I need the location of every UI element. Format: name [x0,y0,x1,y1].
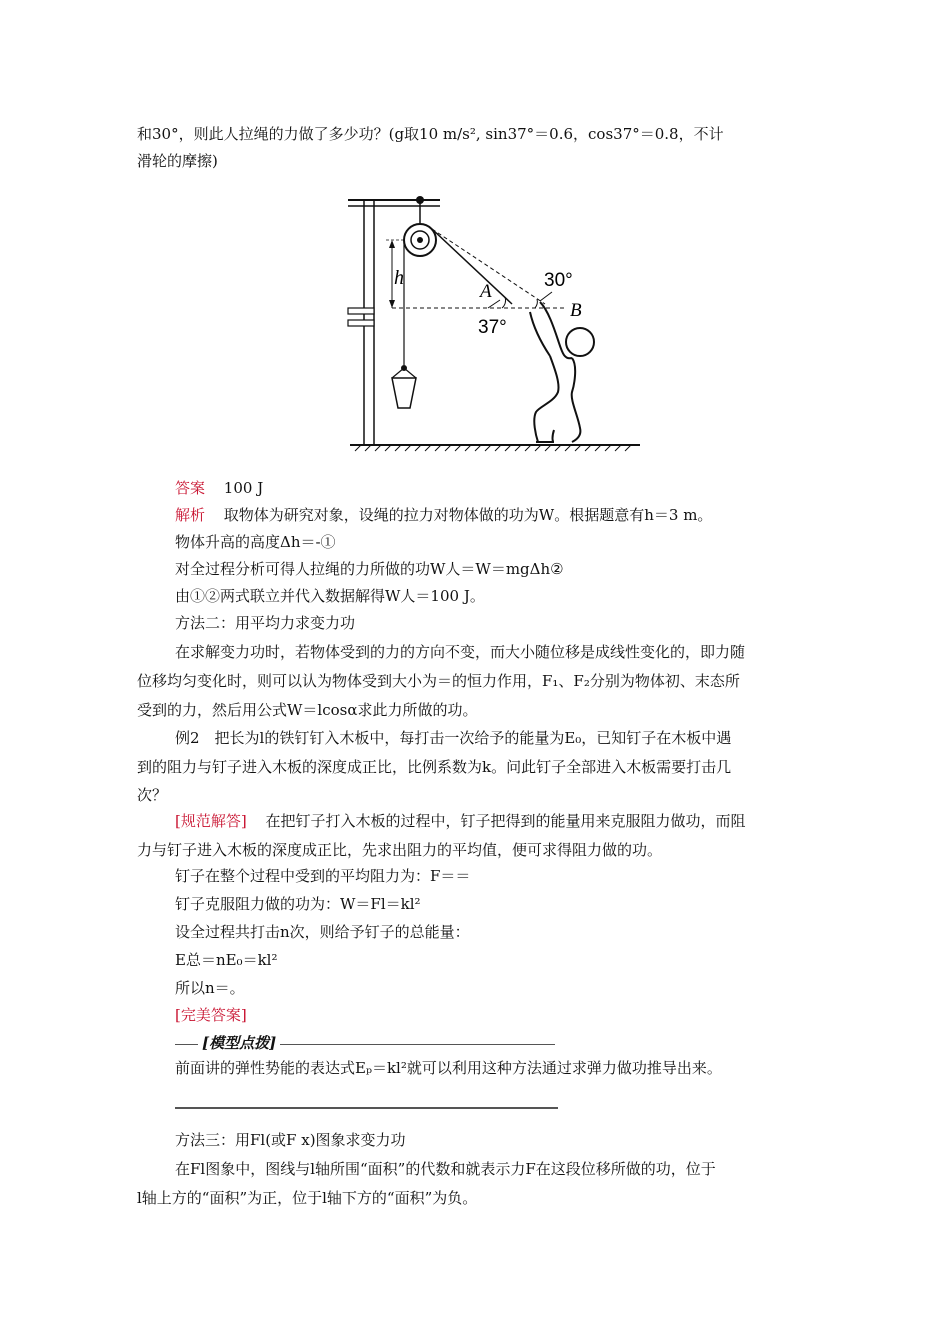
method3-para-2: l轴上方的“面积”为正，位于l轴下方的“面积”为负。 [137,1189,478,1207]
solution-text-2: 力与钉子进入木板的深度成正比，先求出阻力的平均值，便可求得阻力做的功。 [137,841,663,859]
angle-37-label: 37° [478,317,507,338]
solution-label: [规范解答] [175,812,247,830]
pulley-figure [340,180,665,470]
method2-para-1: 在求解变力功时，若物体受到的力的方向不变，而大小随位移是成线性变化的，即力随 [175,643,746,661]
analysis-label: 解析 [175,506,206,524]
solution-text-1: 在把钉子打入木板的过程中，钉子把得到的能量用来克服阻力做功，而阻 [265,812,746,830]
example2-line-3: 次？ [137,786,168,804]
answer-row [175,478,263,498]
answer-value: 100 J [223,479,264,497]
model-tip-heading: [模型点拨] [198,1033,280,1053]
example2-line-2: 到的阻力与钉子进入木板的深度成正比，比例系数为k。问此钉子全部进入木板需要打击几 [137,758,732,776]
method3-para-1: 在Fl图象中，图线与l轴所围“面积”的代数和就表示力F在这段位移所做的功，位于 [175,1160,716,1178]
label-a: A [480,281,492,302]
angle-30-label: 30° [544,270,573,291]
solution-text-7: 所以n＝。 [175,979,245,997]
method2-para-3: 受到的力，然后用公式W＝lcosα求此力所做的功。 [137,701,478,719]
problem-line-1: 和30°，则此人拉绳的力做了多少功？(g取10 m/s², sin37°＝0.6，cos37°＝0.8，不计 [137,125,724,143]
method3-title: 方法三：用Fl(或F x)图象求变力功 [175,1131,406,1149]
solution-text-3: 钉子在整个过程中受到的平均阻力为：F＝＝ [175,867,471,885]
analysis-text-2: 物体升高的高度Δh＝-① [175,533,336,551]
analysis-text-4: 由①②两式联立并代入数据解得W人＝100 J。 [175,587,485,605]
method2-title: 方法二：用平均力求变力功 [175,614,356,632]
analysis-row-1 [175,505,712,525]
method2-para-2: 位移均匀变化时，则可以认为物体受到大小为＝的恒力作用，F₁、F₂分别为物体初、末态所 [137,672,740,690]
analysis-text-3: 对全过程分析可得人拉绳的力所做的功W人＝W＝mgΔh② [175,560,564,578]
label-b: B [570,300,582,321]
person-icon [530,302,594,442]
label-h: h [394,267,404,289]
model-tip-bottom-rule [175,1107,558,1109]
model-tip-text: 前面讲的弹性势能的表达式Eₚ＝kl²就可以利用这种方法通过求弹力做功推导出来。 [175,1059,722,1077]
problem-line-2: 滑轮的摩擦) [137,152,218,170]
solution-text-5: 设全过程共打击n次，则给予钉子的总能量： [175,923,470,941]
perfect-answer-label: [完美答案] [175,1006,247,1024]
analysis-text-1: 取物体为研究对象，设绳的拉力对物体做的功为W。根据题意有h＝3 m。 [223,506,713,524]
solution-text-6: E总＝nE₀＝kl² [175,951,278,969]
example2-line-1: 例2 把长为l的铁钉钉入木板中，每打击一次给予的能量为E₀，已知钉子在木板中遇 [175,729,732,747]
answer-label: 答案 [175,479,206,497]
solution-row-1 [175,811,746,831]
solution-text-4: 钉子克服阻力做的功为：W＝Fl＝kl² [175,895,421,913]
